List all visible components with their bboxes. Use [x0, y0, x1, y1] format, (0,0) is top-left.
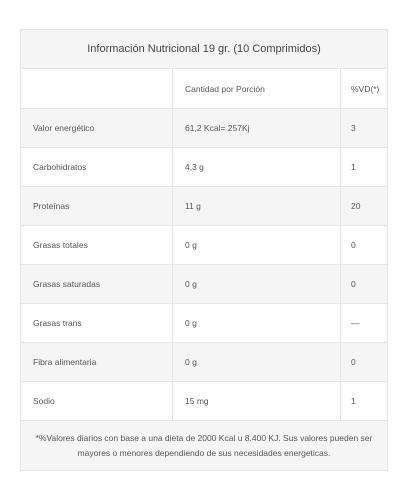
- table-title: Información Nutricional 19 gr. (10 Comprimidos): [21, 30, 387, 69]
- nutrient-amount: 4,3 g: [173, 148, 341, 186]
- nutrient-name: Proteínas: [21, 187, 173, 225]
- nutrient-daily-value: 1: [351, 396, 356, 406]
- nutrient-name: Grasas saturadas: [21, 265, 173, 303]
- nutrient-amount: 0 g: [173, 304, 341, 342]
- nutrient-daily-value: 3: [351, 123, 356, 133]
- table-row: [21, 148, 387, 187]
- table-row: [21, 226, 387, 265]
- table-footnote: *%Valores diarios con base a una dieta de 2000 Kcal u 8.400 KJ. Sus valores pueden ser mayores o menores dependiendo de sus necesidades energeticas.: [21, 421, 387, 471]
- table-row: [21, 382, 387, 421]
- nutrient-daily-value: 20: [351, 201, 361, 211]
- nutrient-amount: 0 g: [173, 343, 341, 381]
- nutrient-amount: 15 mg: [173, 382, 341, 420]
- table-row: [21, 187, 387, 226]
- header-amount: Cantidad por Porción: [173, 69, 341, 108]
- nutrient-name: Fibra alimentaria: [21, 343, 173, 381]
- nutrient-daily-value: 0: [351, 357, 356, 367]
- table-row: [21, 304, 387, 343]
- nutrient-daily-value: —: [351, 318, 360, 328]
- table-header-row: [21, 69, 387, 109]
- header-daily-value: %VD(*): [351, 83, 380, 94]
- nutrient-daily-value: 0: [351, 279, 356, 289]
- table-row: [21, 265, 387, 304]
- table-row: [21, 109, 387, 148]
- nutrient-name: Grasas trans: [21, 304, 173, 342]
- header-nutrient: [21, 69, 173, 108]
- nutrient-amount: 11 g: [173, 187, 341, 225]
- nutrient-name: Grasas totales: [21, 226, 173, 264]
- nutrient-amount: 61,2 Kcal= 257Kj: [173, 109, 341, 147]
- nutrient-amount: 0 g: [173, 265, 341, 303]
- nutrition-table: [20, 29, 388, 471]
- table-row: [21, 343, 387, 382]
- nutrient-name: Carbohidratos: [21, 148, 173, 186]
- nutrient-name: Sodio: [21, 382, 173, 420]
- nutrient-daily-value: 0: [351, 240, 356, 250]
- nutrient-name: Valor energético: [21, 109, 173, 147]
- nutrient-daily-value: 1: [351, 162, 356, 172]
- nutrient-amount: 0 g: [173, 226, 341, 264]
